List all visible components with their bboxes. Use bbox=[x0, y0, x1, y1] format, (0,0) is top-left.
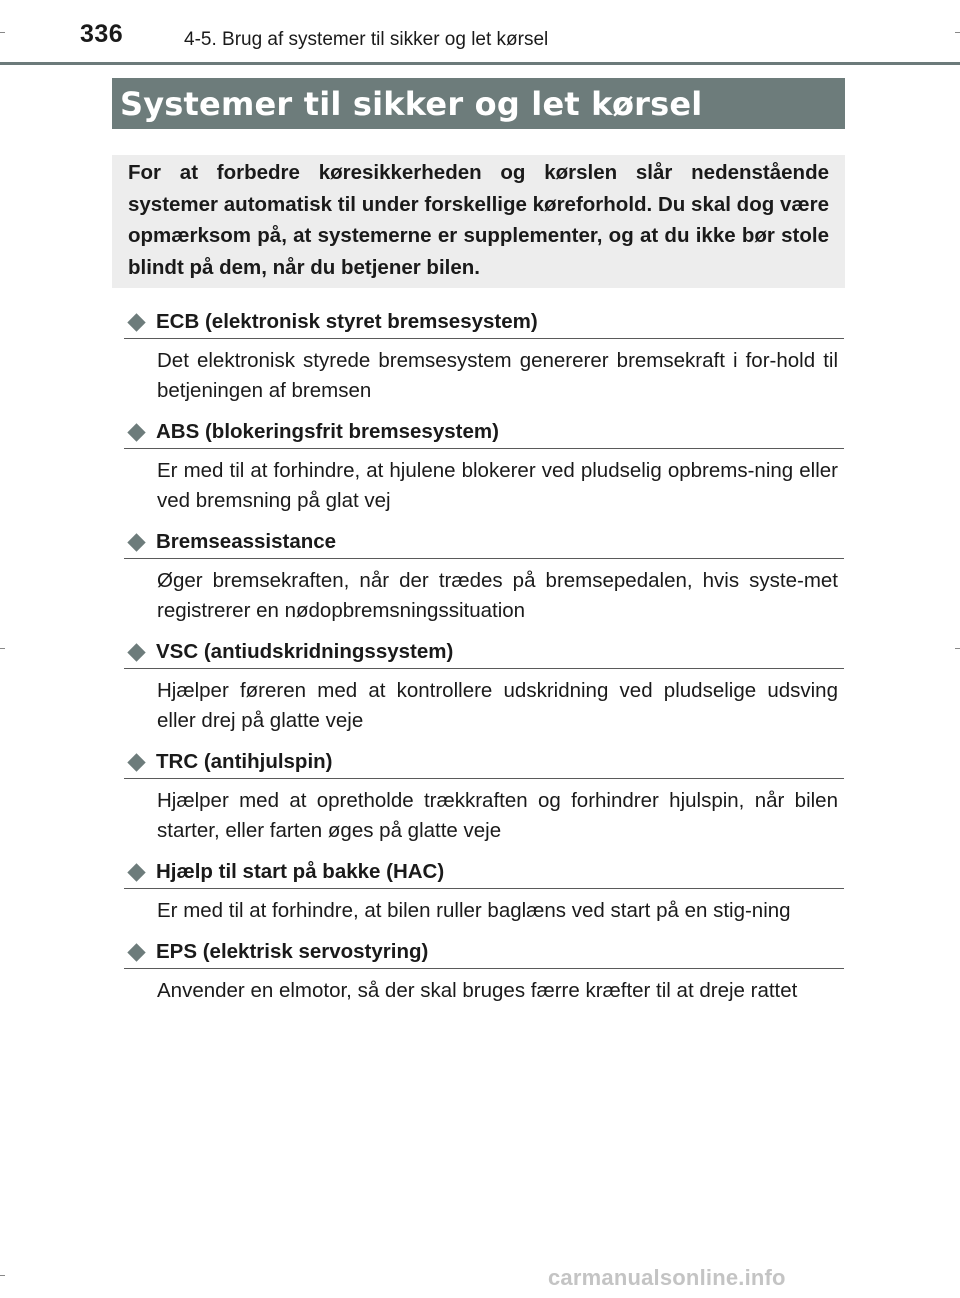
diamond-bullet-icon bbox=[127, 753, 145, 771]
system-item bbox=[124, 746, 844, 846]
system-item bbox=[124, 306, 844, 406]
system-item bbox=[124, 856, 844, 926]
intro-box bbox=[112, 155, 845, 288]
page-title: Systemer til sikker og let kørsel bbox=[120, 84, 703, 123]
system-item-heading bbox=[124, 936, 844, 969]
system-list bbox=[124, 306, 844, 1016]
system-item-heading bbox=[124, 856, 844, 889]
system-item-heading bbox=[124, 306, 844, 339]
system-item-description: Det elektronisk styrede bremsesystem genererer bremsekraft i for-hold til betjeningen af bremsen bbox=[157, 349, 838, 402]
system-item-title: Bremseassistance bbox=[156, 530, 337, 553]
system-item bbox=[124, 526, 844, 626]
system-item-heading bbox=[124, 416, 844, 449]
system-item-description: Øger bremsekraften, når der trædes på bremsepedalen, hvis syste-met registrerer en nødopbremsningssituation bbox=[157, 569, 838, 622]
system-item-description: Hjælper med at opretholde trækkraften og forhindrer hjulspin, når bilen starter, eller farten øges på glatte veje bbox=[157, 789, 838, 842]
crop-mark bbox=[955, 32, 960, 33]
watermark: carmanualsonline.info bbox=[548, 1265, 786, 1290]
diamond-bullet-icon bbox=[127, 533, 145, 551]
system-item-heading bbox=[124, 746, 844, 779]
system-item bbox=[124, 936, 844, 1006]
system-item-description: Er med til at forhindre, at hjulene blokerer ved pludselig opbrems-ning eller ved bremsning på glat vej bbox=[157, 459, 838, 512]
crop-mark bbox=[0, 32, 5, 33]
diamond-bullet-icon bbox=[127, 313, 145, 331]
system-item-title: ECB (elektronisk styret bremsesystem) bbox=[156, 310, 538, 333]
system-item-title: Hjælp til start på bakke (HAC) bbox=[156, 860, 445, 883]
system-item-heading bbox=[124, 526, 844, 559]
system-item-title: VSC (antiudskridningssystem) bbox=[156, 640, 454, 663]
system-item bbox=[124, 416, 844, 516]
system-item-title: ABS (blokeringsfrit bremsesystem) bbox=[156, 420, 499, 443]
crop-mark bbox=[955, 648, 960, 649]
system-item-heading bbox=[124, 636, 844, 669]
system-item-description: Er med til at forhindre, at bilen ruller baglæns ved start på en stig-ning bbox=[157, 899, 791, 922]
diamond-bullet-icon bbox=[127, 643, 145, 661]
crop-mark bbox=[0, 1275, 5, 1276]
header-rule bbox=[0, 62, 960, 65]
crop-mark bbox=[0, 648, 5, 649]
page-title-bar bbox=[112, 78, 845, 129]
page-number: 336 bbox=[80, 20, 124, 48]
system-item-title: EPS (elektrisk servostyring) bbox=[156, 940, 429, 963]
system-item bbox=[124, 636, 844, 736]
system-item-title: TRC (antihjulspin) bbox=[156, 750, 333, 773]
section-header: 4-5. Brug af systemer til sikker og let kørsel bbox=[184, 29, 549, 50]
diamond-bullet-icon bbox=[127, 863, 145, 881]
system-item-description: Hjælper føreren med at kontrollere udskridning ved pludselige udsving eller drej på glatte veje bbox=[157, 679, 838, 732]
diamond-bullet-icon bbox=[127, 943, 145, 961]
intro-text: For at forbedre køresikkerheden og kørslen slår nedenstående systemer automatisk til under forskellige køreforhold. Du skal dog være opmærksom på, at systemerne er supplementer, og at du ikke bør stole blindt på dem, når du betjener bilen. bbox=[128, 161, 829, 279]
system-item-description: Anvender en elmotor, så der skal bruges færre kræfter til at dreje rattet bbox=[157, 979, 798, 1002]
diamond-bullet-icon bbox=[127, 423, 145, 441]
